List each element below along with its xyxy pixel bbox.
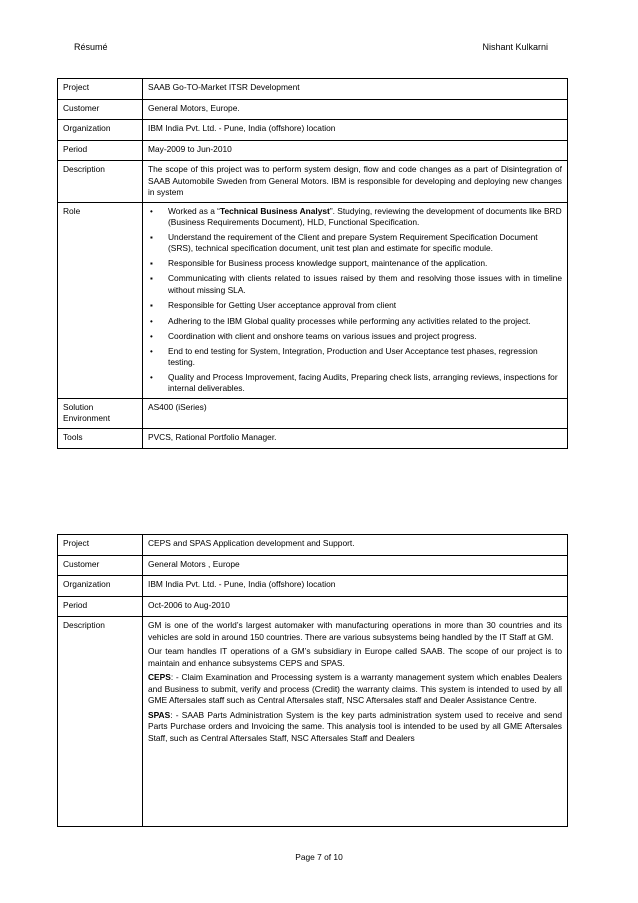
organization-label: Organization xyxy=(58,120,143,141)
organization-label: Organization xyxy=(58,576,143,597)
square-bullet-icon: ▪ xyxy=(150,232,153,242)
role-text: Coordination with client and onshore teams on various issues and project progress. xyxy=(168,331,477,341)
role-text: Understand the requirement of the Client and prepare System Requirement Specification Document (SRS), technical specification document, unit test plan and estimate for specific module. xyxy=(168,231,538,253)
organization-value: IBM India Pvt. Ltd. - Pune, India (offshore) location xyxy=(143,120,568,141)
solution-label-line2: Environment xyxy=(63,413,111,423)
tools-value: PVCS, Rational Portfolio Manager. xyxy=(143,428,568,449)
description-value: The scope of this project was to perform system design, flow and code changes as a part of Disintegration of SAAB Automobile Sweden from General Motors. IBM is responsible for developing and deploying new changes in system xyxy=(143,161,568,203)
description-label: Description xyxy=(58,617,143,827)
solution-value: AS400 (iSeries) xyxy=(143,398,568,428)
description-paragraph: GM is one of the world’s largest automaker with manufacturing operations in more than 30 countries and its vehicles are sold in around 150 countries. There are various subsystems being handled by the IT Staff at GM. xyxy=(148,620,562,642)
table-row xyxy=(58,555,568,576)
table-row xyxy=(58,576,568,597)
ceps-text: : - Claim Examination and Processing system is a warranty management system which enables Dealers and Business to submit, verify and process (Credit) the warranty claims. This system is intended to used by all GME Aftersales staff such as Central Aftersales staff, NSC Aftersales staff and Dealer Assistance Centre. xyxy=(148,672,562,705)
page-number: Page 7 of 10 xyxy=(295,852,343,862)
list-item xyxy=(148,206,562,229)
role-list xyxy=(148,206,562,395)
table-row xyxy=(58,202,568,398)
list-item xyxy=(148,372,562,395)
list-item xyxy=(148,232,562,255)
table-row xyxy=(58,161,568,203)
tools-label: Tools xyxy=(58,428,143,449)
bullet-icon: • xyxy=(150,206,153,216)
header-title: Résumé xyxy=(74,42,108,52)
role-label: Role xyxy=(58,202,143,398)
table-row xyxy=(58,79,568,100)
table-row xyxy=(58,428,568,449)
table-row xyxy=(58,596,568,617)
ceps-term: CEPS xyxy=(148,672,171,682)
description-value xyxy=(143,617,568,827)
project-table-2 xyxy=(57,534,568,827)
spas-text: : - SAAB Parts Administration System is the key parts administration system used to receive and send Parts Purchase orders and Invoicing the same. This analysis tool is intended to be used by all GME Aftersales Staff, such as Central Aftersales Staff, NSC Aftersales Staff and Dealers xyxy=(148,709,562,743)
period-value: May-2009 to Jun-2010 xyxy=(143,140,568,161)
organization-value: IBM India Pvt. Ltd. - Pune, India (offshore) location xyxy=(143,576,568,597)
period-label: Period xyxy=(58,596,143,617)
period-value: Oct-2006 to Aug-2010 xyxy=(143,596,568,617)
role-text: Responsible for Getting User acceptance approval from client xyxy=(168,300,397,310)
bullet-icon: • xyxy=(150,372,153,382)
table-row xyxy=(58,617,568,827)
customer-label: Customer xyxy=(58,99,143,120)
square-bullet-icon: ▪ xyxy=(150,301,153,310)
role-text: Communicating with clients related to issues raised by them and resolving those issues with in timeline without missing SLA. xyxy=(168,273,562,295)
table-row xyxy=(58,398,568,428)
table-row xyxy=(58,535,568,556)
spas-term: SPAS xyxy=(148,709,171,720)
list-item xyxy=(148,258,562,270)
list-item xyxy=(148,346,562,369)
role-text-pre: Worked as a “ xyxy=(168,205,220,216)
table-row xyxy=(58,99,568,120)
spas-paragraph xyxy=(148,710,562,745)
period-label: Period xyxy=(58,140,143,161)
table-row xyxy=(58,120,568,141)
bullet-icon: • xyxy=(150,346,153,356)
square-bullet-icon: ▪ xyxy=(150,258,153,268)
project-label: Project xyxy=(58,79,143,100)
project-value: CEPS and SPAS Application development and Support. xyxy=(143,535,568,556)
header-author: Nishant Kulkarni xyxy=(482,42,548,52)
bullet-icon: • xyxy=(150,332,153,341)
solution-label xyxy=(58,398,143,428)
list-item xyxy=(148,300,562,312)
bullet-icon: • xyxy=(150,316,153,326)
table-row xyxy=(58,140,568,161)
role-value xyxy=(143,202,568,398)
list-item xyxy=(148,331,562,343)
project-table-1 xyxy=(57,78,568,449)
customer-value: General Motors , Europe xyxy=(143,555,568,576)
customer-value: General Motors, Europe. xyxy=(143,99,568,120)
role-text-bold: Technical Business Analyst xyxy=(219,205,330,216)
role-text: End to end testing for System, Integration, Production and User Acceptance test phases, regression testing. xyxy=(168,345,538,367)
project-label: Project xyxy=(58,535,143,556)
solution-label-line1: Solution xyxy=(63,401,94,412)
square-bullet-icon: ▪ xyxy=(150,274,153,283)
role-text: Adhering to the IBM Global quality processes while performing any activities related to the project. xyxy=(168,315,531,326)
ceps-paragraph xyxy=(148,672,562,707)
role-text: Responsible for Business process knowledge support, maintenance of the application. xyxy=(168,257,488,268)
list-item xyxy=(148,316,562,328)
customer-label: Customer xyxy=(58,555,143,576)
role-text-post: ”. Studying, reviewing the development of documents like BRD (Business Requirements Document), HLD, Functional Specification. xyxy=(168,205,562,227)
list-item xyxy=(148,273,562,296)
description-paragraph: Our team handles IT operations of a GM’s subsidiary in Europe called SAAB. The scope of our project is to maintain and enhance subsystems CEPS and SPAS. xyxy=(148,646,562,668)
role-text: Quality and Process Improvement, facing Audits, Preparing check lists, arranging reviews, inspections for internal deliverables. xyxy=(168,371,558,393)
description-label: Description xyxy=(58,161,143,203)
project-value: SAAB Go-TO-Market ITSR Development xyxy=(143,79,568,100)
